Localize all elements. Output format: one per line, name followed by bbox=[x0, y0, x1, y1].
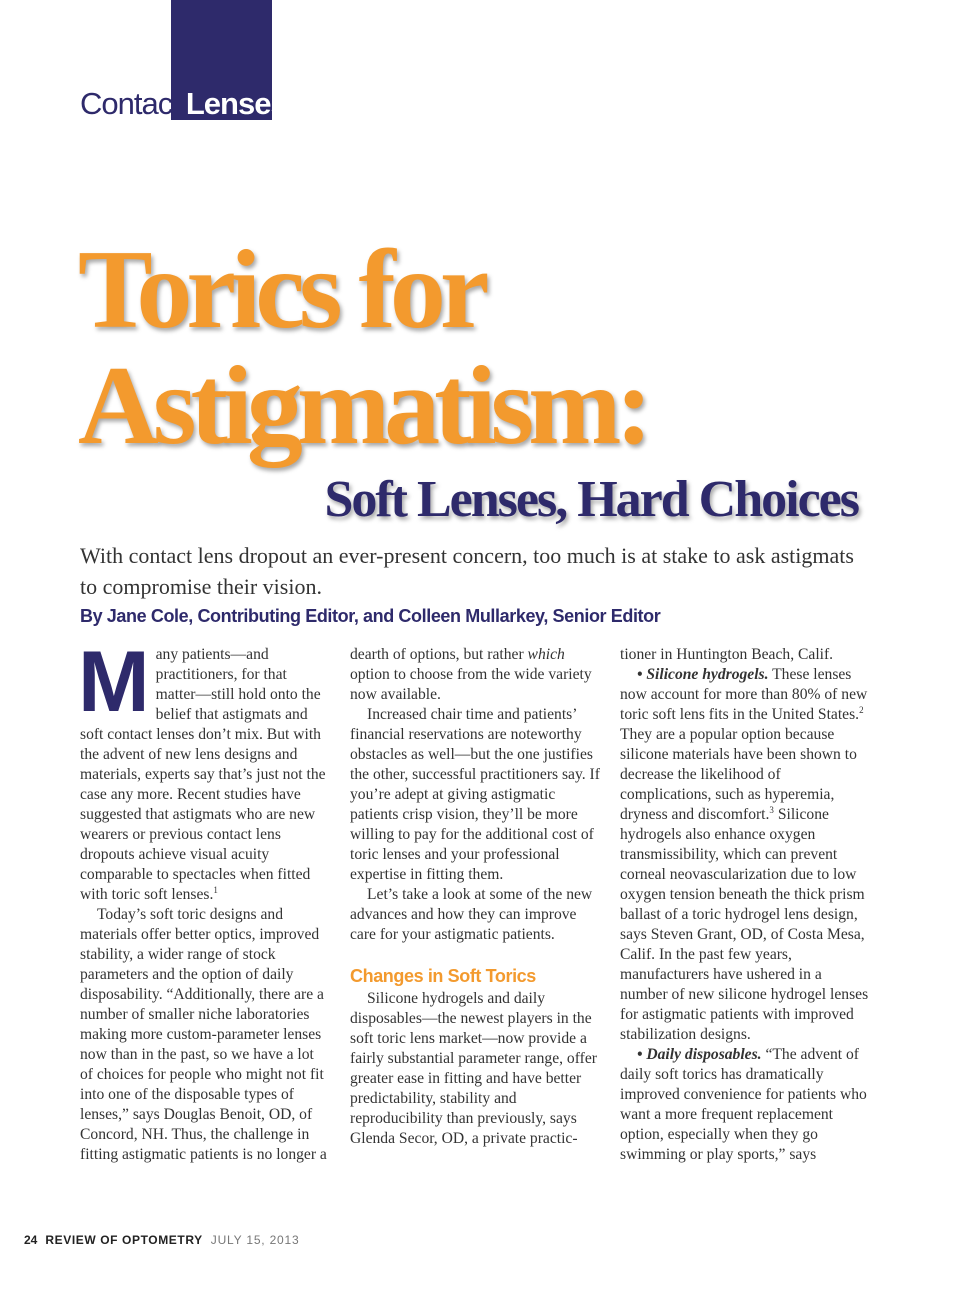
paragraph bbox=[78, 634, 330, 905]
footnote-ref: 3 bbox=[769, 804, 774, 815]
paragraph: Silicone hydrogels and daily disposables—the newest players in the soft toric lens market—now provide a fairly substantial parameter range, offer greater ease in fitting and have better predictability, stability and reproducibility than previously, says Glenda Secor, OD, a private practic- bbox=[350, 990, 597, 1147]
section-label bbox=[80, 84, 287, 124]
paragraph bbox=[620, 665, 870, 1045]
emphasis-text: which bbox=[527, 646, 565, 663]
byline: By Jane Cole, Contributing Editor, and Colleen Mullarkey, Senior Editor bbox=[80, 606, 661, 626]
magazine-name: REVIEW OF OPTOMETRY bbox=[45, 1233, 203, 1247]
paragraph-text: “The advent of daily soft torics has dramatically improved convenience for patients who want a more frequent replacement option, especially when they go swimming or play sports,” says bbox=[620, 1046, 867, 1163]
paragraph: Increased chair time and patients’ financial reservations are noteworthy obstacles as well—but the one justifies the other, successful practitioners say. If you’re adept at giving astigmatic patients crisp vision, they’ll be more willing to pay for the additional cost of toric lenses and your professional expertise in fitting them. bbox=[350, 706, 600, 883]
article-column-2 bbox=[350, 645, 600, 1149]
paragraph-text: dearth of options, but rather bbox=[350, 646, 528, 663]
paragraph: tioner in Huntington Beach, Calif. bbox=[620, 646, 834, 663]
paragraph: Today’s soft toric designs and materials offer better optics, improved stability, a wider range of stock parameters and the option of daily disposability. “Additionally, there are a number of smaller niche laboratories making more custom-parameter lenses now than in the past, so we have a lot of choices for people who might not fit into one of the disposable types of lenses,” says Douglas Benoit, OD, of Concord, NH. Thus, the challenge in fitting astigmatic patients is no longer a bbox=[80, 906, 327, 1163]
lead-in-heading: • Daily disposables. bbox=[637, 1046, 762, 1063]
section-label-bold: Lenses bbox=[185, 86, 287, 121]
drop-cap: M bbox=[78, 634, 150, 730]
title-line-1: Torics for bbox=[78, 228, 484, 352]
section-label-light: Contact bbox=[80, 86, 180, 121]
paragraph-text: They are a popular option because silicone materials have been shown to decrease the likelihood of complications, such as hyperemia, dryness and discomfort. bbox=[620, 726, 857, 823]
paragraph bbox=[620, 1045, 870, 1165]
paragraph-text: option to choose from the wide variety now available. bbox=[350, 666, 592, 703]
page-footer bbox=[24, 1230, 299, 1250]
page-number: 24 bbox=[24, 1233, 38, 1247]
article-dek: With contact lens dropout an ever-present concern, too much is at stake to ask astigmats to compromise their vision. bbox=[80, 543, 854, 599]
title-line-2: Astigmatism: bbox=[78, 344, 647, 468]
paragraph-text: Silicone hydrogels also enhance oxygen transmissibility, which can prevent corneal neovascularization due to low oxygen tension beneath the thick prism ballast of a toric hydrogel lens design, says Steven Grant, OD, of Costa Mesa, Calif. In the past few years, manufacturers have ushered in a number of new silicone hydrogel lenses for astigmatic patients with improved stabilization designs. bbox=[620, 806, 869, 1043]
article-column-3 bbox=[620, 645, 870, 1165]
article-column-1 bbox=[78, 634, 330, 1165]
lead-in-heading: • Silicone hydrogels. bbox=[637, 666, 769, 683]
paragraph: Let’s take a look at some of the new advances and how they can improve care for your astigmatic patients. bbox=[350, 886, 593, 943]
article-title bbox=[78, 228, 898, 468]
paragraph-text: any patients—and practitioners, for that matter—still hold onto the belief that astigmats and soft contact lenses don’t mix. But with the advent of new lens designs and materials, experts say that’s just not the case any more. Recent studies have suggested that astigmats who are new wearers or previous contact lens dropouts achieve visual acuity comparable to spectacles when fitted with toric soft lenses. bbox=[80, 646, 326, 903]
footnote-ref: 2 bbox=[859, 704, 864, 715]
issue-date: JULY 15, 2013 bbox=[210, 1233, 300, 1247]
footnote-ref: 1 bbox=[213, 884, 218, 895]
section-subhead: Changes in Soft Torics bbox=[350, 966, 536, 986]
paragraph-text: These lenses now account for more than 80% of new toric soft lens fits in the United States. bbox=[620, 666, 868, 723]
paragraph bbox=[350, 645, 600, 705]
article-subtitle: Soft Lenses, Hard Choices bbox=[324, 471, 858, 528]
